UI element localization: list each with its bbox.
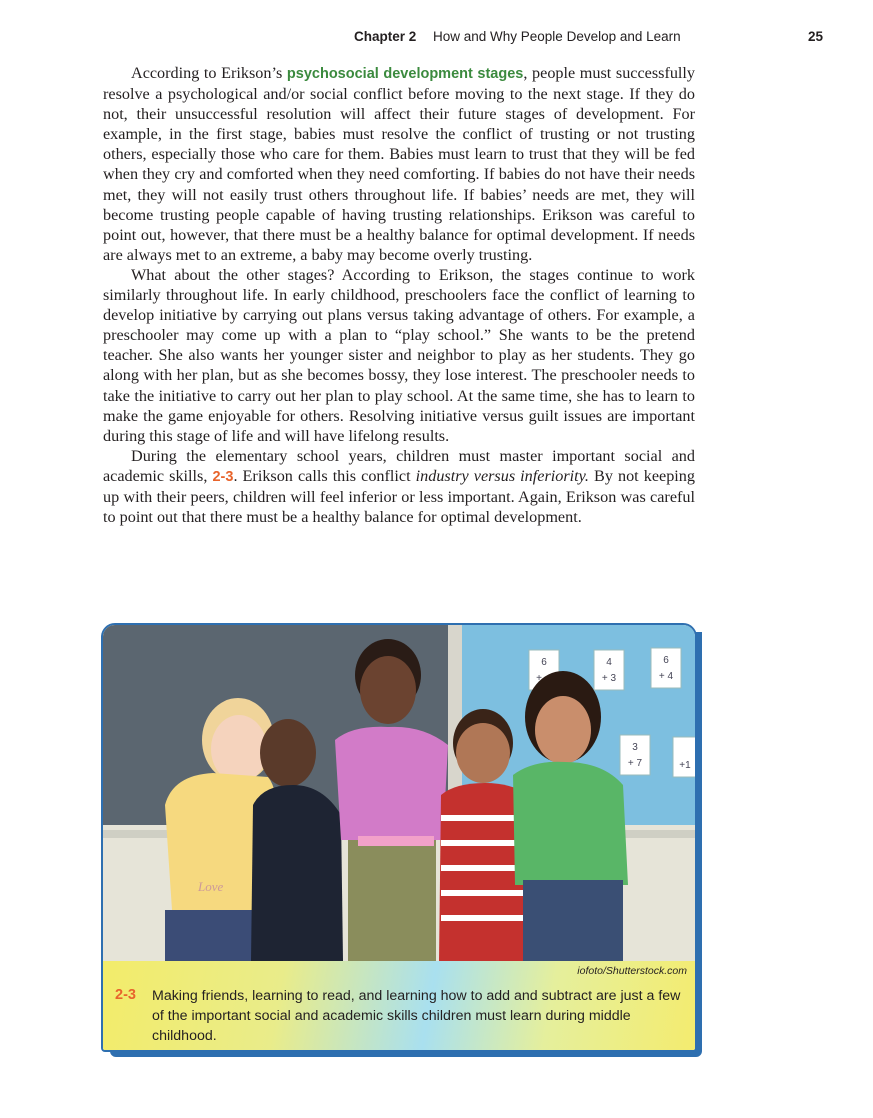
flash-card-4 xyxy=(620,735,650,775)
card-3-bottom: + 4 xyxy=(658,671,674,682)
flash-card-3 xyxy=(651,648,681,688)
flash-card-5 xyxy=(673,737,695,777)
photo-illustration xyxy=(103,625,695,961)
card-3-top: 6 xyxy=(663,655,669,666)
card-4-bottom: + 7 xyxy=(627,758,643,769)
paragraph-3 xyxy=(103,446,695,527)
page-number: 25 xyxy=(808,29,824,44)
figure-number: 2-3 xyxy=(115,987,136,1003)
body-text xyxy=(103,63,695,527)
paragraph-1 xyxy=(103,63,695,265)
chapter-label: Chapter 2 xyxy=(354,29,417,44)
children-photo xyxy=(103,625,695,961)
p1-text-end: , people must successfully resolve a psychological and/or social conflict before moving to the next stage. If they do not, their unsuccessful resolution will affect their future stages of development. For example, in the first stage, babies must resolve the conflict of trusting or not trusting others, especially those who care for them. Babies must learn to trust that they will be fed when they cry and comforted when they need comforting. If babies do not have their needs met, they will not easily trust others throughout life. If babies’ needs are met, they will become trusting people capable of having trusting relationships. Erikson was careful to point out, however, that there must be a healthy balance for optimal development. If needs are always met to an extreme, a baby may become overly trusting. xyxy=(103,64,696,264)
caption-band xyxy=(103,961,695,1050)
flash-card-2 xyxy=(594,650,624,690)
chapter-title: How and Why People Develop and Learn xyxy=(433,29,681,44)
italic-term: industry versus inferiority. xyxy=(415,466,589,485)
card-5-bottom: +1 xyxy=(679,760,691,771)
card-2-top: 4 xyxy=(606,657,612,668)
card-4-top: 3 xyxy=(632,742,638,753)
figure-reference[interactable]: 2-3 xyxy=(212,468,234,485)
p3-text-start: During the elementary school years, children must master important social and academic skills, xyxy=(103,446,695,485)
photo-credit: iofoto/Shutterstock.com xyxy=(577,965,687,977)
figure-2-3 xyxy=(101,623,697,1052)
card-1-top: 6 xyxy=(541,657,547,668)
key-term: psychosocial development stages xyxy=(286,66,524,82)
p1-text-start: According to Erikson’s xyxy=(131,64,287,82)
paragraph-2: What about the other stages? According to Erikson, the stages continue to work similarly throughout life. In early childhood, preschoolers face the conflict of learning to develop initiative by carrying out plans versus taking advantage of others. For example, a preschooler may come up with a plan to “play school.” She wants to be the pretend teacher. She also wants her younger sister and neighbor to play as her students. They go along with her plan, but as she becomes bossy, they lose interest. The preschooler needs to take the initiative to carry out her plan to play school. At the same time, she has to learn to make the game enjoyable for others. Resolving initiative versus guilt issues are important during this stage of life and will have lifelong results. xyxy=(103,265,695,445)
figure-caption: Making friends, learning to read, and learning how to add and subtract are just a few of the important social and academic skills children must learn during middle childhood. xyxy=(152,988,681,1044)
running-head xyxy=(0,29,873,47)
card-1-bottom: + xyxy=(536,673,542,684)
p3-text-middle: . Erikson calls this conflict xyxy=(233,466,416,485)
card-2-bottom: + 3 xyxy=(601,673,617,684)
shirt-text: Love xyxy=(198,879,224,894)
p3-text-end: By not keeping up with their peers, children will feel inferior or less important. Again, Erikson was careful to point out that there must be a healthy balance for optimal development. xyxy=(103,466,695,527)
